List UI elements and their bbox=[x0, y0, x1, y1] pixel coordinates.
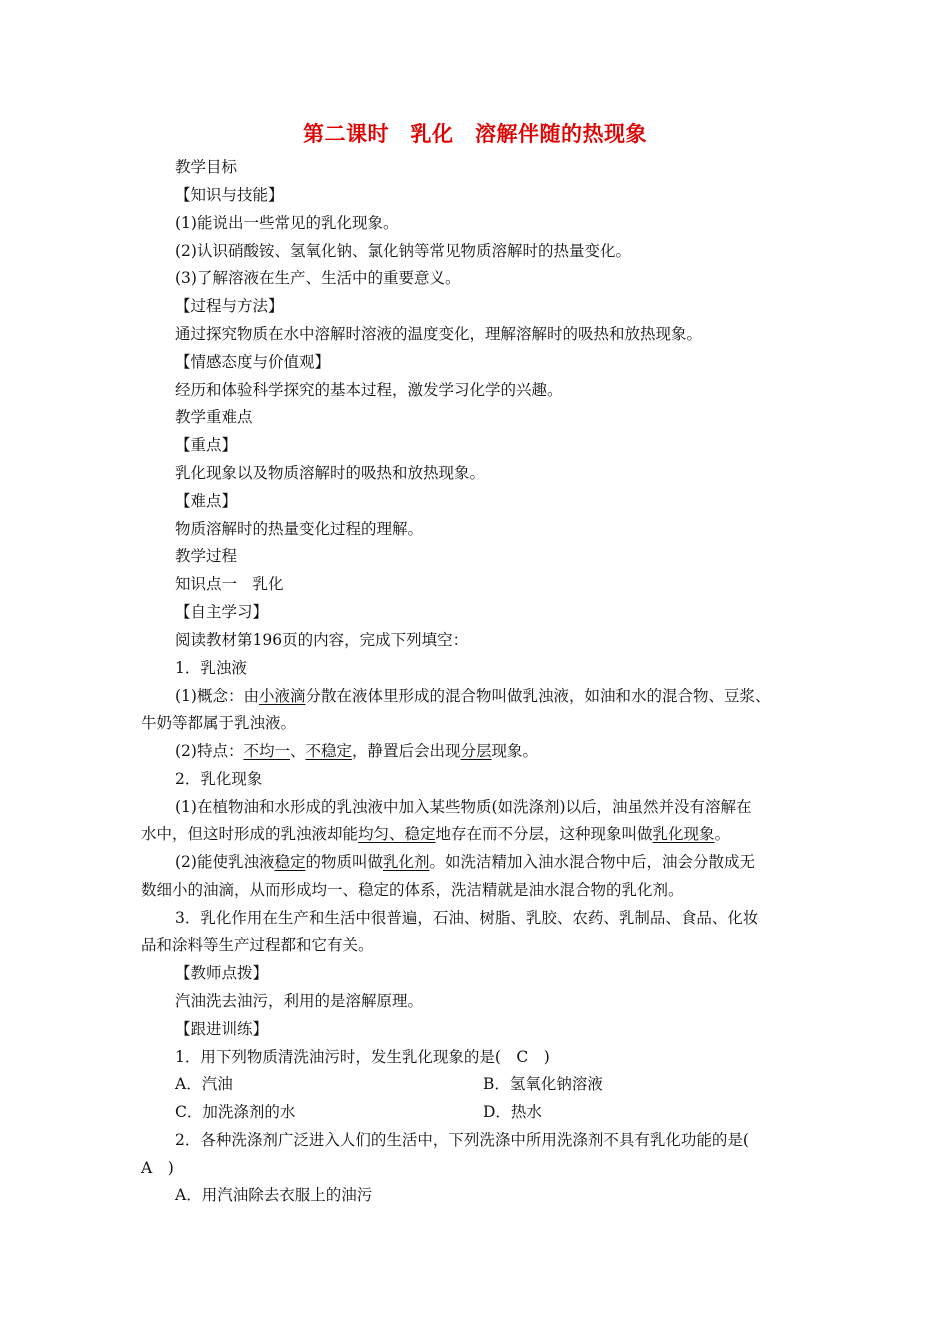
page-title: 第二课时 乳化 溶解伴随的热现象 bbox=[303, 121, 647, 146]
question-1-option-a: A．汽油 bbox=[175, 1075, 233, 1093]
question-1-stem: 1．用下列物质清洗油污时，发生乳化现象的是( C ) bbox=[175, 1048, 550, 1066]
knowledge-item-2: (2)认识硝酸铵、氢氧化钠、氯化钠等常见物质溶解时的热量变化。 bbox=[175, 242, 631, 260]
knowledge-point-heading: 知识点一 乳化 bbox=[175, 575, 284, 593]
difficult-point-heading: 【难点】 bbox=[175, 492, 238, 510]
self-study-heading: 【自主学习】 bbox=[175, 603, 269, 621]
answer-blank-layering: 分层 bbox=[460, 742, 492, 760]
answer-blank-uniform-stable: 均匀、稳定 bbox=[358, 825, 436, 843]
question-2-option-a: A．用汽油除去衣服上的油污 bbox=[175, 1186, 373, 1204]
emulsion-text-b: 水中，但这时形成的乳浊液却能 bbox=[141, 825, 359, 843]
answer-blank-non-uniform: 不均一 bbox=[243, 742, 290, 760]
knowledge-item-1: (1)能说出一些常见的乳化现象。 bbox=[175, 214, 399, 232]
feature-text-a: (2)特点： bbox=[175, 742, 244, 760]
question-1-options-row-1 bbox=[175, 1074, 775, 1094]
question-1-option-d: D．热水 bbox=[483, 1103, 542, 1121]
emulsifier-paragraph-line-2: 数细小的油滴，从而形成均一、稳定的体系，洗洁精就是油水混合物的乳化剂。 bbox=[141, 881, 684, 899]
answer-blank-unstable: 不稳定 bbox=[305, 742, 353, 760]
key-point-heading: 【重点】 bbox=[175, 436, 238, 454]
answer-blank-stable: 稳定 bbox=[274, 853, 306, 871]
teacher-tip-text: 汽油洗去油污，利用的是溶解原理。 bbox=[175, 992, 424, 1010]
emulsifier-paragraph-line-1 bbox=[175, 852, 755, 872]
self-study-intro: 阅读教材第196页的内容，完成下列填空： bbox=[175, 631, 469, 649]
emulsifier-text-a: (2)能使乳浊液 bbox=[175, 853, 275, 871]
section-1-heading: 1．乳浊液 bbox=[175, 659, 247, 677]
process-method-heading: 【过程与方法】 bbox=[175, 297, 284, 315]
question-1-option-c: C．加洗涤剂的水 bbox=[175, 1103, 296, 1121]
feature-text-b: 、 bbox=[289, 742, 306, 760]
emotion-values-text: 经历和体验科学探究的基本过程，激发学习化学的兴趣。 bbox=[175, 381, 563, 399]
emulsion-text-c: 地存在而不分层，这种现象叫做 bbox=[435, 825, 653, 843]
concept-text-b: 分散在液体里形成的混合物叫做乳浊液，如油和水的混合物、豆浆、 bbox=[305, 687, 771, 705]
emulsion-paragraph-line-2 bbox=[141, 824, 730, 844]
question-2-stem-line-1: 2．各种洗涤剂广泛进入人们的生活中，下列洗涤中所用洗涤剂不具有乳化功能的是( bbox=[175, 1131, 749, 1149]
emulsion-text-d: 。 bbox=[714, 825, 731, 843]
practice-heading: 【跟进训练】 bbox=[175, 1020, 269, 1038]
answer-blank-emulsification: 乳化现象 bbox=[652, 825, 715, 843]
teaching-process-heading: 教学过程 bbox=[175, 547, 238, 565]
teacher-tip-heading: 【教师点拨】 bbox=[175, 964, 269, 982]
concept-paragraph-line-1 bbox=[175, 686, 819, 706]
section-2-heading: 2．乳化现象 bbox=[175, 770, 263, 788]
knowledge-skills-heading: 【知识与技能】 bbox=[175, 186, 284, 204]
emotion-values-heading: 【情感态度与价值观】 bbox=[175, 353, 331, 371]
section-3-line-1: 3．乳化作用在生产和生活中很普遍，石油、树脂、乳胶、农药、乳制品、食品、化妆 bbox=[175, 909, 759, 927]
emulsion-paragraph-line-1: (1)在植物油和水形成的乳浊液中加入某些物质(如洗涤剂)以后，油虽然并没有溶解在 bbox=[175, 798, 752, 816]
answer-blank-emulsifier: 乳化剂 bbox=[383, 853, 430, 871]
concept-paragraph-line-2: 牛奶等都属于乳浊液。 bbox=[141, 714, 297, 732]
feature-text-d: 现象。 bbox=[491, 742, 539, 760]
process-method-text: 通过探究物质在水中溶解时溶液的温度变化，理解溶解时的吸热和放热现象。 bbox=[175, 325, 703, 343]
emulsifier-text-b: 的物质叫做 bbox=[305, 853, 383, 871]
section-3-line-2: 品和涂料等生产过程都和它有关。 bbox=[141, 936, 374, 954]
key-point-text: 乳化现象以及物质溶解时的吸热和放热现象。 bbox=[175, 464, 486, 482]
knowledge-item-3: (3)了解溶液在生产、生活中的重要意义。 bbox=[175, 269, 461, 287]
question-1-options-row-2 bbox=[175, 1102, 775, 1122]
feature-paragraph bbox=[175, 741, 538, 761]
concept-text-a: (1)概念：由 bbox=[175, 687, 259, 705]
feature-text-c: ，静置后会出现 bbox=[352, 742, 461, 760]
emulsifier-text-c: 。如洗洁精加入油水混合物中后，油会分散成无 bbox=[429, 853, 756, 871]
question-1-option-b: B．氢氧化钠溶液 bbox=[483, 1075, 603, 1093]
key-difficult-heading: 教学重难点 bbox=[175, 408, 253, 426]
question-2-stem-line-2: A ) bbox=[141, 1159, 174, 1177]
teaching-goals-heading: 教学目标 bbox=[175, 158, 238, 176]
difficult-point-text: 物质溶解时的热量变化过程的理解。 bbox=[175, 520, 424, 538]
answer-blank-small-droplets: 小液滴 bbox=[258, 687, 306, 705]
